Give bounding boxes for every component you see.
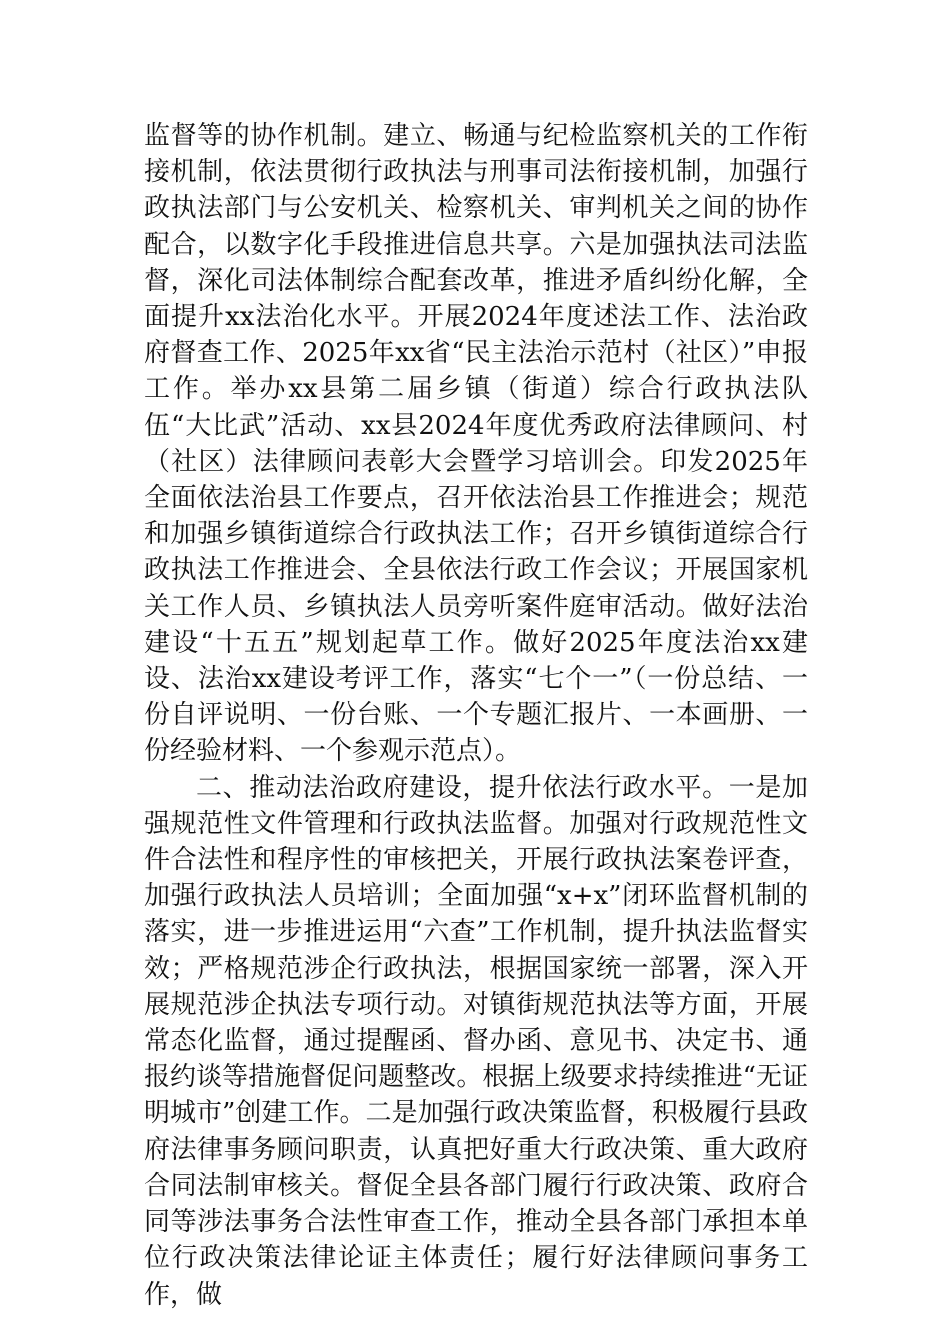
paragraph-section-two: 二、推动法治政府建设，提升依法行政水平。一是加强规范性文件管理和行政执法监督。加强对行政规范性文件合法性和程序性的审核把关，开展行政执法案卷评查，加强行政执法人员培训；全面加强“x+x”闭环监督机制的落实，进一步推进运用“六查”工作机制，提升执法监督实效；严格规范涉企行政执法，根据国家统一部署，深入开展规范涉企执法专项行动。对镇街规范执法等方面，开展常态化监督，通过提醒函、督办函、意见书、决定书、通报约谈等措施督促问题整改。根据上级要求持续推进“无证明城市”创建工作。二是加强行政决策监督，积极履行县政府法律事务顾问职责，认真把好重大行政决策、重大政府合同法制审核关。督促全县各部门履行行政决策、政府合同等涉法事务合法性审查工作，推动全县各部门承担本单位行政决策法律论证主体责任；履行好法律顾问事务工作，做: [144, 772, 808, 1310]
paragraph-continuation: 监督等的协作机制。建立、畅通与纪检监察机关的工作衔接机制，依法贯彻行政执法与刑事司法衔接机制，加强行政执法部门与公安机关、检察机关、审判机关之间的协作配合，以数字化手段推进信息共享。六是加强执法司法监督，深化司法体制综合配套改革，推进矛盾纠纷化解，全面提升xx法治化水平。开展2024年度述法工作、法治政府督查工作、2025年xx省“民主法治示范村（社区）”申报工作。举办xx县第二届乡镇（街道）综合行政执法队伍“大比武”活动、xx县2024年度优秀政府法律顾问、村（社区）法律顾问表彰大会暨学习培训会。印发2025年全面依法治县工作要点，召开依法治县工作推进会；规范和加强乡镇街道综合行政执法工作；召开乡镇街道综合行政执法工作推进会、全县依法行政工作会议；开展国家机关工作人员、乡镇执法人员旁听案件庭审活动。做好法治建设“十五五”规划起草工作。做好2025年度法治xx建设、法治xx建设考评工作，落实“七个一”（一份总结、一份自评说明、一份台账、一个专题汇报片、一本画册、一份经验材料、一个参观示范点）。: [144, 121, 808, 767]
document-body: [144, 118, 808, 1313]
